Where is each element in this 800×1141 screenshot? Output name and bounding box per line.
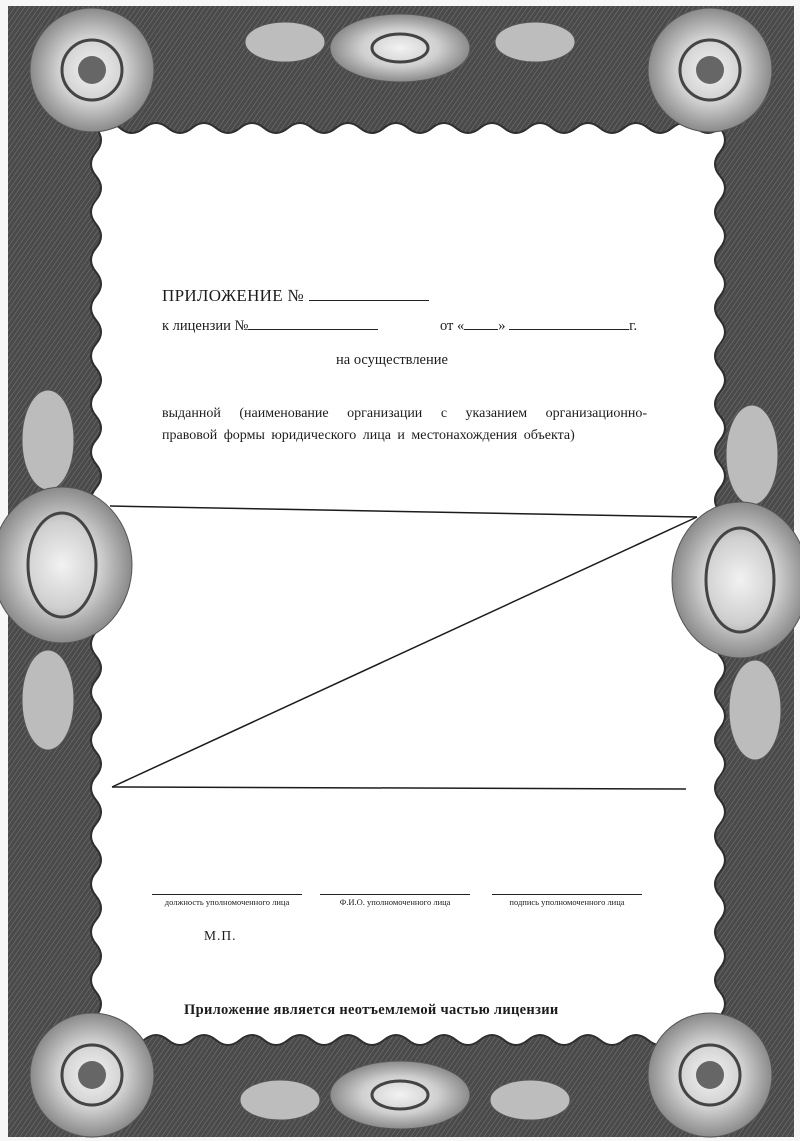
signature-field[interactable] (492, 894, 642, 907)
footer-note: Приложение является неотъемлемой частью лицензии (184, 1002, 559, 1018)
position-rule (152, 894, 302, 895)
issued-line-1: выданной (наименование организации с указанием организационно- (162, 406, 647, 421)
signature-caption: подпись уполномоченного лица (509, 897, 625, 907)
issued-line-2: правовой формы юридического лица и местонахождения объекта) (162, 428, 575, 443)
license-date-line (440, 315, 637, 335)
signature-rule (492, 894, 642, 895)
name-caption: Ф.И.О. уполномоченного лица (339, 897, 451, 907)
name-rule (320, 894, 470, 895)
position-signature-field[interactable] (152, 894, 302, 907)
position-caption: должность уполномоченного лица (164, 897, 290, 907)
activity-label: на осуществление (336, 352, 448, 368)
license-prefix: к лицензии № (162, 318, 249, 334)
date-prefix: от (440, 318, 454, 334)
date-close-quote: » (498, 318, 506, 334)
date-day-field[interactable] (464, 315, 498, 330)
license-number-field[interactable] (248, 315, 378, 330)
date-month-year-field[interactable] (509, 315, 629, 330)
date-open-quote: « (457, 318, 465, 334)
appendix-number-field[interactable] (309, 286, 429, 301)
appendix-title (162, 286, 429, 306)
stamp-label: М.П. (204, 928, 237, 943)
name-signature-field[interactable] (320, 894, 470, 907)
license-number-line (162, 315, 378, 335)
appendix-title-text: ПРИЛОЖЕНИЕ № (162, 286, 305, 305)
issued-to-description (162, 403, 647, 447)
year-suffix: г. (629, 318, 638, 334)
